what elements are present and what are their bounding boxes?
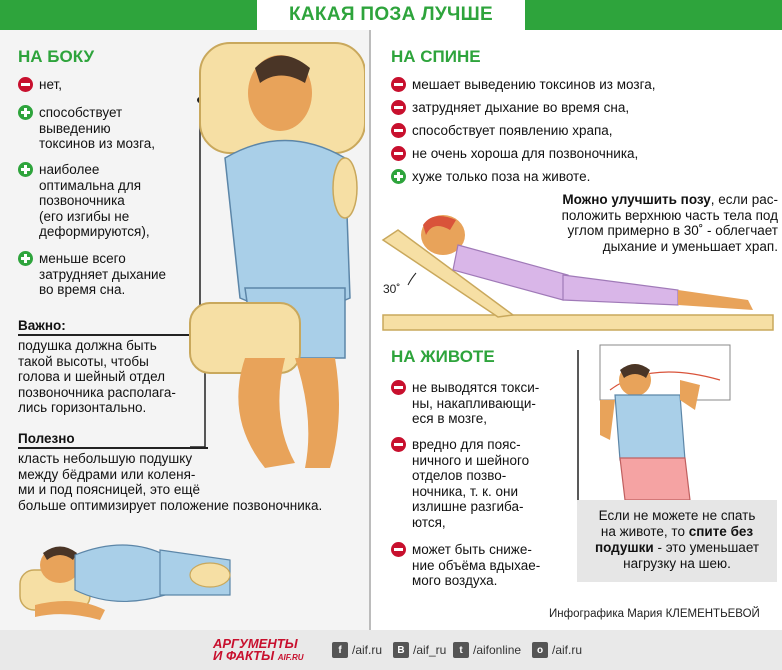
twitter-icon: t: [453, 642, 469, 658]
tip-text-b: - это уменьшает нагрузку на шею.: [623, 540, 760, 571]
minus-icon: [391, 380, 406, 395]
page-title: КАКАЯ ПОЗА ЛУЧШЕ: [289, 4, 493, 25]
social-link[interactable]: [393, 642, 446, 658]
small-side-sleeper-illustration: [15, 525, 245, 625]
side-sleeper-illustration: [185, 38, 365, 478]
back-list-item: [391, 146, 761, 162]
improve-bold: Можно улучшить позу: [562, 192, 711, 207]
back-list-item: [391, 169, 761, 185]
back-list-text: мешает выведению токсинов из мозга,: [412, 77, 656, 92]
social-link-text: /aif_ru: [413, 643, 447, 657]
back-heading: НА СПИНЕ: [391, 47, 481, 66]
side-list-text: способствует выведению токсинов из мозга,: [39, 105, 155, 151]
footer: [0, 630, 782, 670]
minus-icon: [391, 542, 406, 557]
minus-icon: [391, 437, 406, 452]
stomach-tip: [577, 500, 777, 582]
social-link[interactable]: [453, 642, 521, 658]
social-link-text: /aif.ru: [352, 643, 383, 657]
aif-logo[interactable]: [213, 638, 304, 664]
back-list-text: не очень хороша для позвоночника,: [412, 146, 639, 161]
logo-top: АРГУМЕНТЫ: [213, 636, 298, 651]
social-link[interactable]: [532, 642, 582, 658]
social-link[interactable]: [332, 642, 382, 658]
logo-suffix: AIF.RU: [277, 653, 304, 662]
social-link-text: /aifonline: [473, 643, 522, 657]
stomach-sleeper-illustration: [570, 340, 780, 510]
stomach-heading: НА ЖИВОТЕ: [391, 347, 495, 366]
stomach-list-item: [391, 380, 566, 427]
back-sleeper-illustration: [378, 205, 778, 335]
back-list-text: способствует появлению храпа,: [412, 123, 613, 138]
side-heading: НА БОКУ: [18, 47, 95, 66]
useful-label: Полезно: [18, 431, 75, 446]
tip-bold: спите без подушки: [594, 524, 754, 555]
stomach-list-text: вредно для пояс- ничного и шейного отделов позво- ночника, т. к. они излишне разгиба- ются,: [412, 437, 530, 530]
important-label: Важно:: [18, 318, 66, 333]
side-list-text: нет,: [39, 77, 62, 92]
useful-text: класть небольшую подушку между бёдрами или коленя- ми и под поясницей, это ещё больше оптимизирует положение позвоночника.: [18, 451, 323, 513]
odnoklassniki-icon: o: [532, 642, 548, 658]
tip-text-a: Если не можете не спать на животе, то: [598, 508, 756, 539]
facebook-icon: f: [332, 642, 348, 658]
back-list-item: [391, 123, 761, 139]
back-list-text: хуже только поза на животе.: [412, 169, 591, 184]
credit: Инфографика Мария КЛЕМЕНТЬЕВОЙ: [549, 608, 760, 620]
side-list-text: меньше всего затрудняет дыхание во время сна.: [39, 251, 167, 297]
minus-icon: [391, 146, 406, 161]
back-list-item: [391, 100, 761, 116]
stomach-list-item: [391, 437, 566, 530]
angle-label: 30˚: [383, 282, 401, 296]
logo-bottom: И ФАКТЫ: [213, 648, 275, 663]
side-list-text: наиболее оптимальна для позвоночника (его изгибы не деформируются),: [39, 162, 150, 239]
stomach-list-item: [391, 542, 566, 589]
improve-text: , если рас- положить верхнюю часть тела под углом примерно в 30˚ - облегчает дыхание и уменьшает храп.: [561, 192, 778, 254]
vk-icon: В: [393, 642, 409, 658]
social-link-text: /aif.ru: [552, 643, 583, 657]
important-text: подушка должна быть такой высоты, чтобы голова и шейный отдел позвоночника располага- лись горизонтально.: [18, 338, 176, 415]
minus-icon: [391, 100, 406, 115]
stomach-list-text: может быть сниже- ние объёма вдыхае- мого воздуха.: [412, 542, 541, 588]
stomach-list-text: не выводятся токси- ны, накапливающи- еся в мозге,: [412, 380, 540, 426]
minus-icon: [391, 77, 406, 92]
back-list-text: затрудняет дыхание во время сна,: [412, 100, 630, 115]
plus-icon: [391, 169, 406, 184]
back-list-item: [391, 77, 761, 93]
minus-icon: [391, 123, 406, 138]
